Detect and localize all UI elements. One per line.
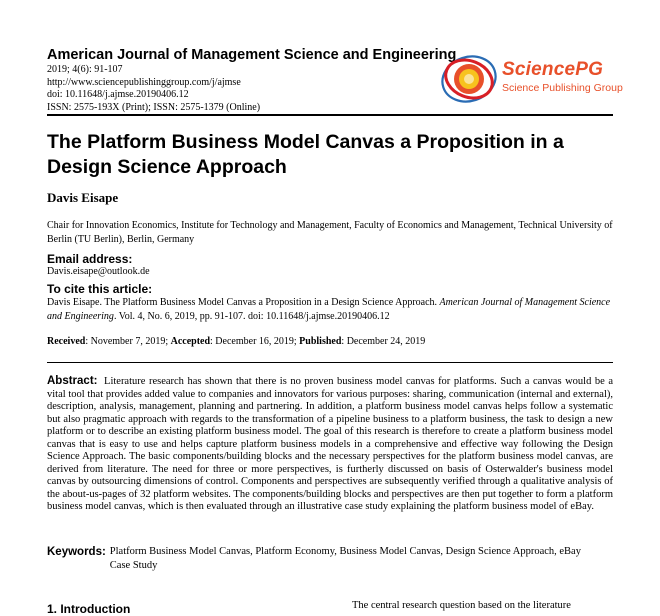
- abstract-label: Abstract:: [47, 375, 98, 387]
- email-section: [47, 252, 150, 278]
- journal-meta: [47, 64, 260, 114]
- keywords-section: [47, 545, 613, 573]
- header-divider: [47, 114, 613, 116]
- sciencepg-logo-icon: [440, 49, 498, 109]
- citation-start: Davis Eisape. The Platform Business Model Canvas a Proposition in a Design Science Approach.: [47, 297, 440, 308]
- received-date: : November 7, 2019;: [85, 336, 171, 347]
- keywords-text: Platform Business Model Canvas, Platform Economy, Business Model Canvas, Design Science Approach, eBay Case Study: [109, 546, 581, 571]
- accepted-date: : December 16, 2019;: [210, 336, 300, 347]
- citation-section: [47, 282, 613, 325]
- abstract-divider: [47, 362, 613, 363]
- article-title: The Platform Business Model Canvas a Proposition in a Design Science Approach: [47, 131, 564, 178]
- journal-issn: ISSN: 2575-193X (Print); ISSN: 2575-1379 (Online): [47, 101, 261, 113]
- published-label: Published: [299, 336, 342, 347]
- received-label: Received: [47, 336, 86, 347]
- cite-label: To cite this article:: [47, 282, 153, 296]
- accepted-label: Accepted: [170, 336, 211, 347]
- email-label: Email address:: [47, 252, 133, 266]
- logo-sun-core: [464, 74, 474, 84]
- citation-end: . Vol. 4, No. 6, 2019, pp. 91-107. doi: 10.11648/j.ajmse.20190406.12: [113, 311, 390, 323]
- author-name: Davis Eisape: [47, 190, 119, 205]
- sciencepg-logo: [440, 49, 640, 109]
- keywords-label: Keywords:: [47, 546, 106, 558]
- author-affiliation: Chair for Innovation Economics, Institute for Technology and Management, Faculty of Economics and Management, Technical University of Berlin (TU Berlin), Berlin, Germany: [47, 220, 613, 245]
- citation-journal: American Journal of Management Science and Engineering: [47, 297, 611, 323]
- journal-name: American Journal of Management Science and Engineering: [47, 47, 457, 63]
- right-column-text: The central research question based on the literature: [352, 600, 571, 611]
- email-address[interactable]: Davis.eisape@outlook.de: [47, 266, 150, 277]
- introduction-heading: 1. Introduction: [47, 602, 131, 616]
- citation-text: [47, 296, 613, 325]
- logo-subtitle: Science Publishing Group: [502, 82, 623, 94]
- abstract-section: [47, 375, 613, 514]
- abstract-text: Literature research has shown that there is no proven business model canvas for platforms. Such a canvas would be a vital tool that provides added value to companies and innovators for various purposes: sharing, communication (internal and external), description, analysis, management, planning and partnering. In addition, a platform business model canvas helps follow a systematic but also pragmatic approach with regards to the transformation of a pipeline business to a platform business, the task to design a new platform or to describe an existing platform business model. The goal of this research is therefore to create a platform business model canvas that is easy to use and helps capture platform business models in a comprehensive and effective way following the Design Science Approach. The basic components/building blocks and the necessary perspectives for the platform business model canvas, are derived from literature. The need for three or more perspectives, is furtherly discussed on basis of Osterwalder's business model canvas by outsourcing dimensions of control. Components and perspectives are subsequently verified through a qualitative analysis of the about-us-pages of 32 platform websites. The components/building blocks and perspectives are then put together to form a platform business model canvas, which is then evaluated through an illustrative case study explaining the platform business model of eBay.: [47, 376, 613, 512]
- logo-brand: SciencePG: [502, 59, 604, 80]
- journal-doi: doi: 10.11648/j.ajmse.20190406.12: [47, 89, 189, 101]
- journal-url[interactable]: http://www.sciencepublishinggroup.com/j/ajmse: [47, 76, 241, 88]
- volume-info: 2019; 4(6): 91-107: [47, 64, 123, 75]
- published-date: : December 24, 2019: [341, 336, 426, 347]
- article-dates: [47, 336, 425, 347]
